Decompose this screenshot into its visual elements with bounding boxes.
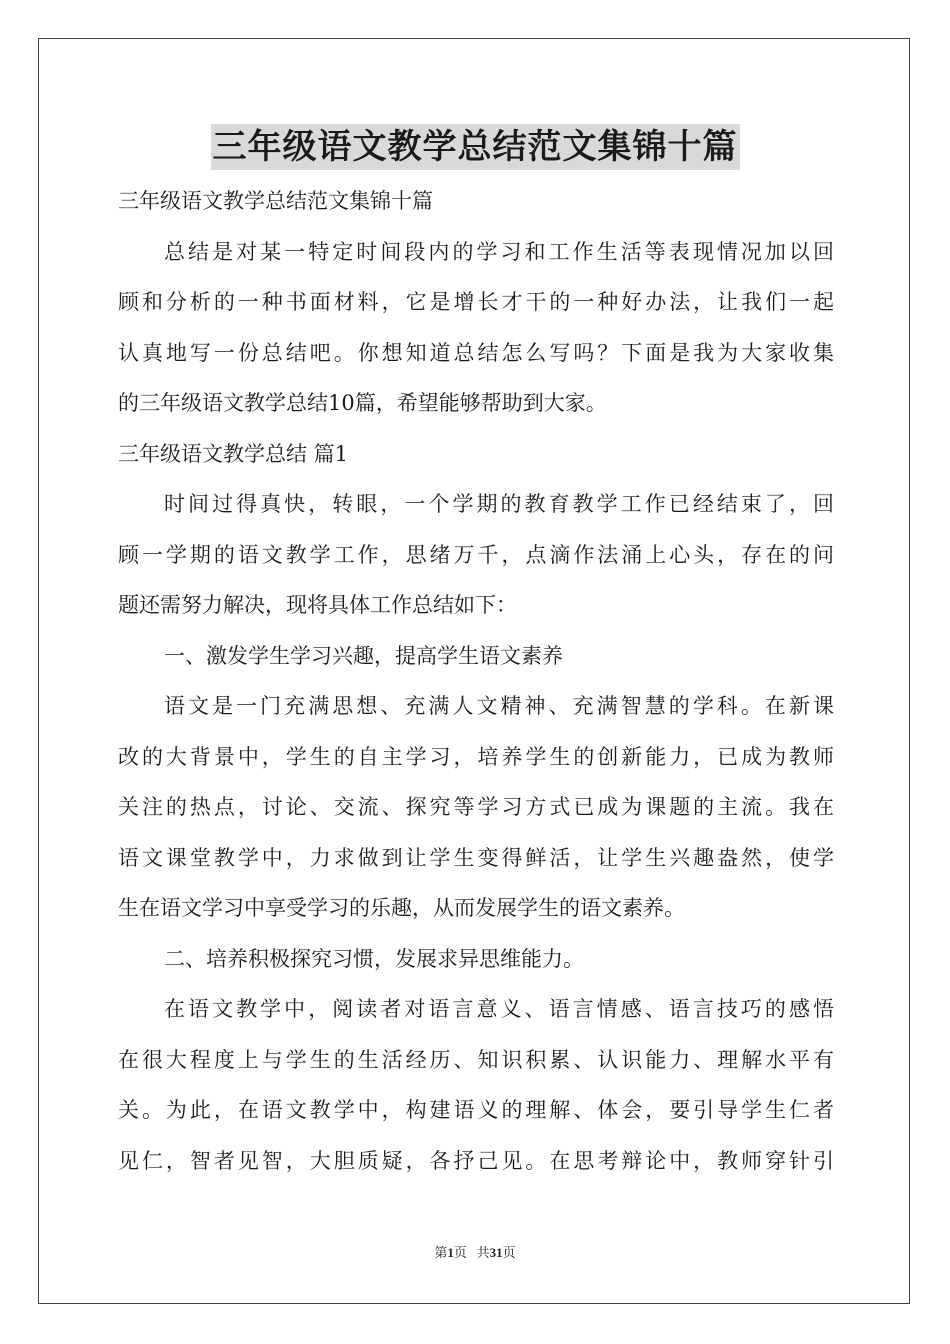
text-line-9: 一、激发学生学习兴趣，提高学生语文素养 [164, 643, 563, 668]
page-footer [0, 1244, 950, 1262]
total-prefix: 共 [476, 1245, 490, 1260]
text-line-1: 总结是对某一特定时间段内的学习和工作生活等表现情况加以回 [164, 239, 834, 264]
text-line-10: 语文是一门充满思想、充满人文精神、充满智慧的学科。在新课 [164, 694, 834, 718]
text-line-5: 三年级语文教学总结 篇1 [118, 441, 349, 466]
text-line-4: 的三年级语文教学总结10篇，希望能够帮助到大家。 [118, 391, 607, 415]
text-line-14: 生在语文学习中享受学习的乐趣，从而发展学生的语文素养。 [118, 896, 685, 920]
text-line-16: 在语文教学中，阅读者对语言意义、语言情感、语言技巧的感悟 [164, 997, 834, 1021]
text-line-19: 见仁，智者见智，大胆质疑，各抒己见。在思考辩论中，教师穿针引 [118, 1148, 834, 1173]
text-line-8: 题还需努力解决，现将具体工作总结如下： [118, 593, 517, 617]
page-number: 1 [447, 1245, 454, 1260]
text-line-7: 顾一学期的语文教学工作，思绪万千，点滴作法涌上心头，存在的问 [118, 542, 834, 567]
text-line-12: 关注的热点，讨论、交流、探究等学习方式已成为课题的主流。我在 [118, 795, 834, 819]
text-line-0: 三年级语文教学总结范文集锦十篇 [118, 189, 433, 213]
document-title: 三年级语文教学总结范文集锦十篇 [211, 124, 740, 170]
page-prefix: 第 [434, 1245, 448, 1260]
text-line-11: 改的大背景中，学生的自主学习，培养学生的创新能力，已成为教师 [118, 744, 834, 769]
text-line-15: 二、培养积极探究习惯，发展求异思维能力。 [164, 946, 584, 971]
page-suffix: 页 [453, 1245, 467, 1260]
text-line-6: 时间过得真快，转眼，一个学期的教育教学工作已经结束了，回 [164, 492, 834, 516]
text-line-2: 顾和分析的一种书面材料，它是增长才干的一种好办法，让我们一起 [118, 290, 834, 314]
text-line-18: 关。为此，在语文教学中，构建语义的理解、体会，要引导学生仁者 [118, 1098, 834, 1122]
total-pages: 31 [489, 1245, 503, 1260]
total-suffix: 页 [502, 1245, 516, 1260]
text-line-13: 语文课堂教学中，力求做到让学生变得鲜活，让学生兴趣盎然，使学 [118, 845, 834, 870]
title-container [0, 124, 950, 170]
text-line-17: 在很大程度上与学生的生活经历、知识积累、认识能力、理解水平有 [118, 1047, 834, 1072]
text-line-3: 认真地写一份总结吧。你想知道总结怎么写吗？下面是我为大家收集 [118, 340, 834, 365]
document-body [118, 176, 834, 1186]
